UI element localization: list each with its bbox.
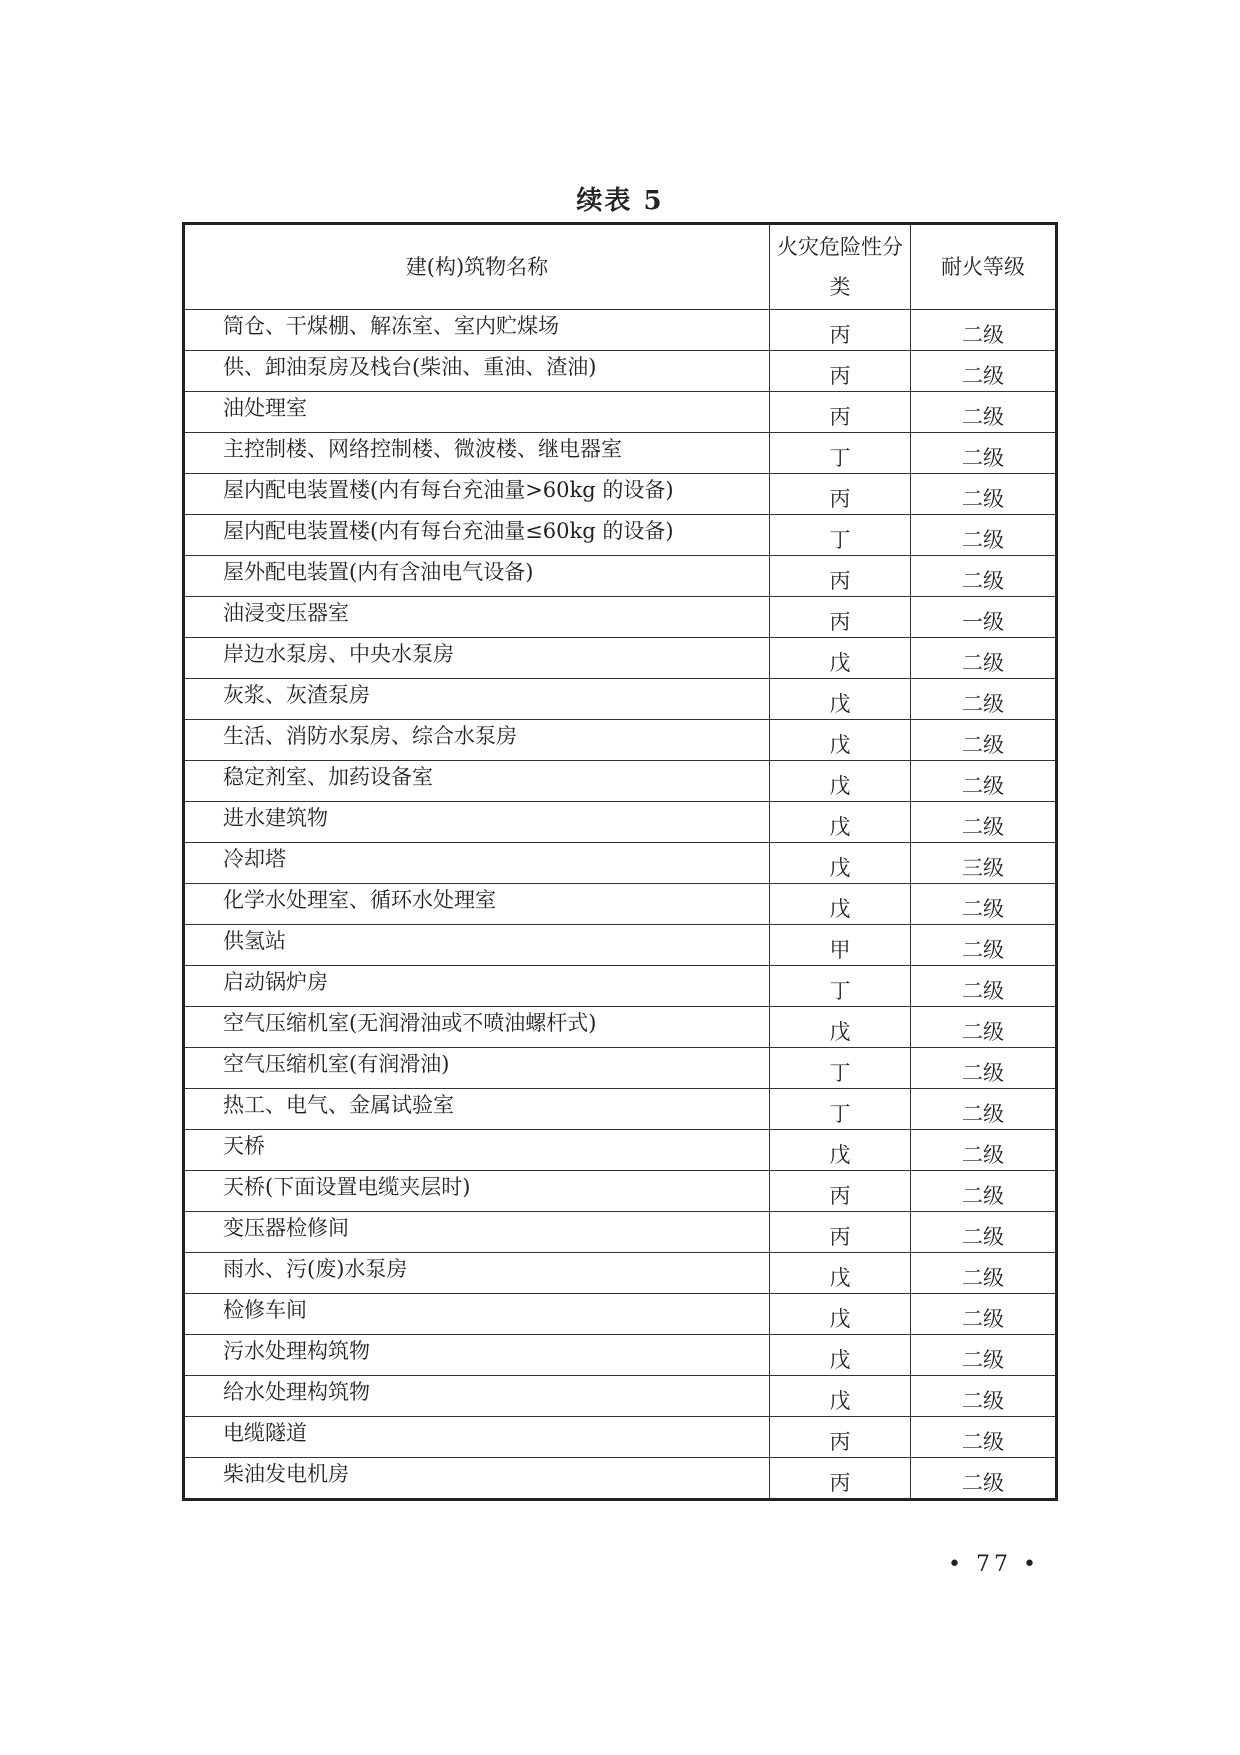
cell-building-name: 冷却塔	[184, 843, 770, 884]
cell-building-name: 启动锅炉房	[184, 966, 770, 1007]
table-row	[184, 966, 1057, 1007]
cell-fire-rating: 二级	[911, 1253, 1057, 1294]
table-row	[184, 1007, 1057, 1048]
table-row	[184, 925, 1057, 966]
cell-fire-rating: 一级	[911, 597, 1057, 638]
cell-building-name: 天桥(下面设置电缆夹层时)	[184, 1171, 770, 1212]
table-container	[182, 222, 1055, 1501]
cell-fire-rating: 二级	[911, 1458, 1057, 1500]
cell-fire-rating: 二级	[911, 392, 1057, 433]
cell-fire-rating: 二级	[911, 679, 1057, 720]
cell-building-name: 主控制楼、网络控制楼、微波楼、继电器室	[184, 433, 770, 474]
cell-building-name: 热工、电气、金属试验室	[184, 1089, 770, 1130]
table-row	[184, 1417, 1057, 1458]
cell-hazard-class: 丙	[770, 474, 911, 515]
table-row	[184, 515, 1057, 556]
cell-hazard-class: 丙	[770, 556, 911, 597]
table-row	[184, 433, 1057, 474]
cell-hazard-class: 丁	[770, 966, 911, 1007]
cell-fire-rating: 二级	[911, 1048, 1057, 1089]
table-row	[184, 679, 1057, 720]
cell-building-name: 供、卸油泵房及栈台(柴油、重油、渣油)	[184, 351, 770, 392]
cell-building-name: 屋内配电装置楼(内有每台充油量>60kg 的设备)	[184, 474, 770, 515]
cell-building-name: 空气压缩机室(有润滑油)	[184, 1048, 770, 1089]
cell-building-name: 供氢站	[184, 925, 770, 966]
table-row	[184, 1458, 1057, 1500]
table-row	[184, 556, 1057, 597]
cell-building-name: 筒仓、干煤棚、解冻室、室内贮煤场	[184, 310, 770, 351]
table-row	[184, 1048, 1057, 1089]
cell-building-name: 岸边水泵房、中央水泵房	[184, 638, 770, 679]
cell-building-name: 给水处理构筑物	[184, 1376, 770, 1417]
cell-fire-rating: 二级	[911, 556, 1057, 597]
cell-building-name: 灰浆、灰渣泵房	[184, 679, 770, 720]
table-row	[184, 1376, 1057, 1417]
cell-hazard-class: 戊	[770, 1130, 911, 1171]
cell-fire-rating: 二级	[911, 720, 1057, 761]
cell-fire-rating: 二级	[911, 761, 1057, 802]
cell-fire-rating: 二级	[911, 1130, 1057, 1171]
cell-building-name: 电缆隧道	[184, 1417, 770, 1458]
table-header-row	[184, 224, 1057, 310]
cell-hazard-class: 戊	[770, 638, 911, 679]
cell-hazard-class: 戊	[770, 1007, 911, 1048]
table-row	[184, 843, 1057, 884]
cell-hazard-class: 戊	[770, 802, 911, 843]
cell-fire-rating: 二级	[911, 1417, 1057, 1458]
cell-hazard-class: 丁	[770, 433, 911, 474]
cell-fire-rating: 二级	[911, 802, 1057, 843]
table-row	[184, 392, 1057, 433]
cell-hazard-class: 丙	[770, 1171, 911, 1212]
cell-fire-rating: 二级	[911, 433, 1057, 474]
cell-building-name: 检修车间	[184, 1294, 770, 1335]
cell-building-name: 污水处理构筑物	[184, 1335, 770, 1376]
cell-building-name: 化学水处理室、循环水处理室	[184, 884, 770, 925]
cell-hazard-class: 戊	[770, 843, 911, 884]
cell-fire-rating: 二级	[911, 351, 1057, 392]
table-row	[184, 884, 1057, 925]
page-number: • 77 •	[948, 1552, 1040, 1577]
cell-hazard-class: 丙	[770, 392, 911, 433]
cell-building-name: 雨水、污(废)水泵房	[184, 1253, 770, 1294]
cell-fire-rating: 二级	[911, 884, 1057, 925]
table-row	[184, 597, 1057, 638]
cell-building-name: 油处理室	[184, 392, 770, 433]
table-row	[184, 638, 1057, 679]
cell-fire-rating: 二级	[911, 1212, 1057, 1253]
cell-fire-rating: 二级	[911, 1335, 1057, 1376]
cell-hazard-class: 丁	[770, 1048, 911, 1089]
cell-building-name: 生活、消防水泵房、综合水泵房	[184, 720, 770, 761]
header-fire-rating: 耐火等级	[911, 224, 1057, 310]
cell-hazard-class: 戊	[770, 884, 911, 925]
cell-fire-rating: 二级	[911, 1376, 1057, 1417]
cell-building-name: 屋内配电装置楼(内有每台充油量≤60kg 的设备)	[184, 515, 770, 556]
cell-hazard-class: 丁	[770, 515, 911, 556]
cell-fire-rating: 二级	[911, 1294, 1057, 1335]
cell-fire-rating: 二级	[911, 638, 1057, 679]
cell-hazard-class: 戊	[770, 720, 911, 761]
cell-fire-rating: 二级	[911, 310, 1057, 351]
table-row	[184, 1335, 1057, 1376]
table-row	[184, 1130, 1057, 1171]
cell-building-name: 屋外配电装置(内有含油电气设备)	[184, 556, 770, 597]
cell-hazard-class: 戊	[770, 1376, 911, 1417]
cell-building-name: 天桥	[184, 1130, 770, 1171]
cell-hazard-class: 丙	[770, 1417, 911, 1458]
table-row	[184, 1253, 1057, 1294]
building-fire-rating-table	[182, 222, 1058, 1501]
cell-building-name: 稳定剂室、加药设备室	[184, 761, 770, 802]
cell-fire-rating: 二级	[911, 1089, 1057, 1130]
cell-hazard-class: 戊	[770, 761, 911, 802]
header-hazard-class: 火灾危险性分类	[770, 224, 911, 310]
cell-fire-rating: 二级	[911, 1007, 1057, 1048]
header-building-name: 建(构)筑物名称	[184, 224, 770, 310]
table-row	[184, 474, 1057, 515]
table-title: 续表 5	[576, 186, 664, 216]
cell-hazard-class: 甲	[770, 925, 911, 966]
table-row	[184, 1294, 1057, 1335]
table-row	[184, 351, 1057, 392]
table-row	[184, 761, 1057, 802]
table-row	[184, 1089, 1057, 1130]
cell-hazard-class: 戊	[770, 1294, 911, 1335]
cell-hazard-class: 丙	[770, 351, 911, 392]
cell-hazard-class: 戊	[770, 1335, 911, 1376]
table-row	[184, 310, 1057, 351]
table-row	[184, 1212, 1057, 1253]
cell-building-name: 空气压缩机室(无润滑油或不喷油螺杆式)	[184, 1007, 770, 1048]
cell-building-name: 变压器检修间	[184, 1212, 770, 1253]
cell-hazard-class: 戊	[770, 679, 911, 720]
cell-hazard-class: 丙	[770, 1212, 911, 1253]
cell-fire-rating: 二级	[911, 515, 1057, 556]
cell-fire-rating: 二级	[911, 925, 1057, 966]
cell-hazard-class: 丁	[770, 1089, 911, 1130]
cell-fire-rating: 二级	[911, 1171, 1057, 1212]
cell-hazard-class: 丙	[770, 1458, 911, 1500]
cell-building-name: 油浸变压器室	[184, 597, 770, 638]
cell-fire-rating: 二级	[911, 966, 1057, 1007]
table-row	[184, 1171, 1057, 1212]
cell-building-name: 柴油发电机房	[184, 1458, 770, 1500]
table-row	[184, 802, 1057, 843]
cell-fire-rating: 三级	[911, 843, 1057, 884]
table-body	[184, 310, 1057, 1500]
cell-hazard-class: 丙	[770, 310, 911, 351]
cell-building-name: 进水建筑物	[184, 802, 770, 843]
cell-hazard-class: 丙	[770, 597, 911, 638]
table-row	[184, 720, 1057, 761]
cell-fire-rating: 二级	[911, 474, 1057, 515]
cell-hazard-class: 戊	[770, 1253, 911, 1294]
